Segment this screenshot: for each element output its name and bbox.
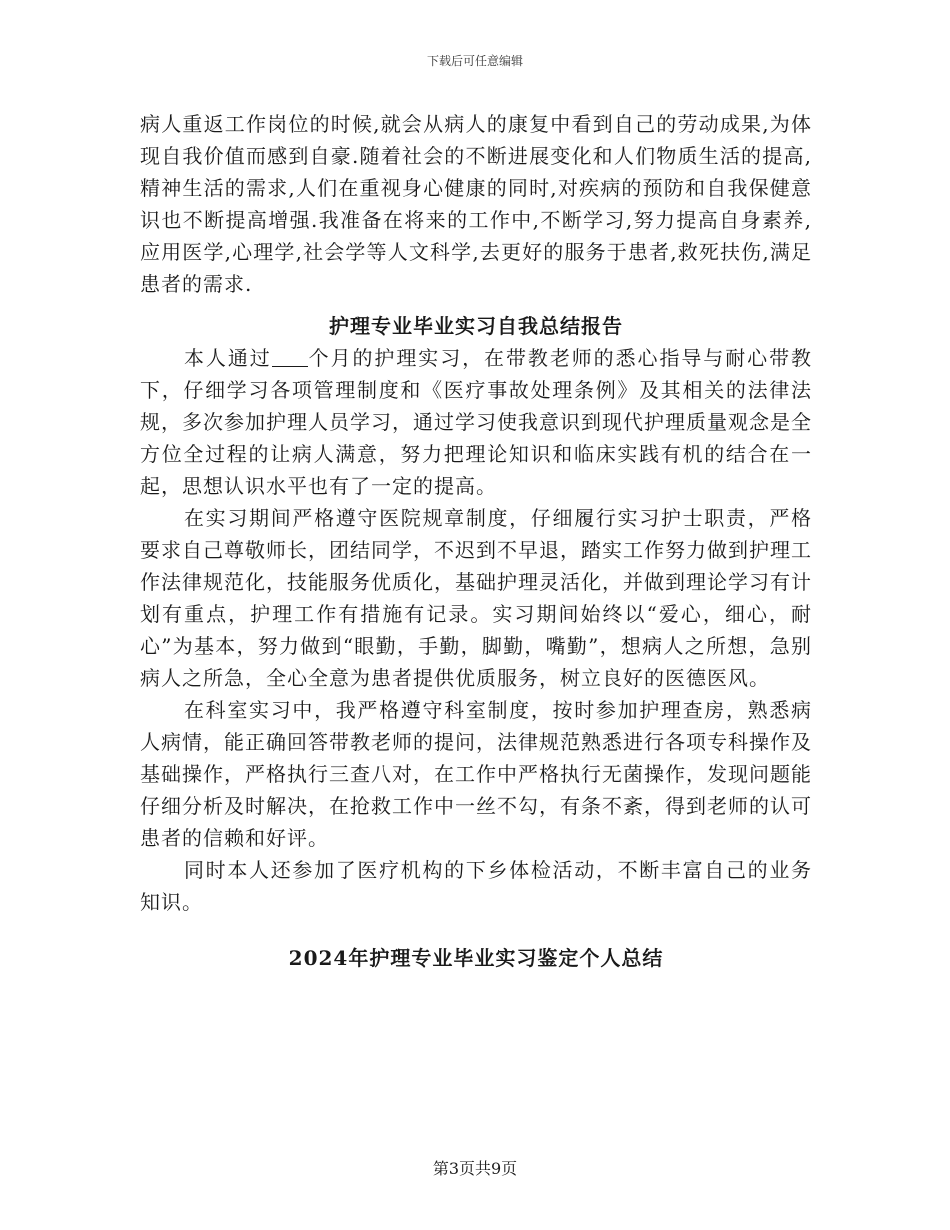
section1-paragraph-4: 同时本人还参加了医疗机构的下乡体检活动，不断丰富自己的业务知识。: [140, 858, 812, 914]
section-title-summary-report: 护理专业毕业实习自我总结报告: [329, 314, 623, 338]
paragraph-text-rest: 个月的护理实习，在带教老师的悉心指导与耐心带教下，仔细学习各项管理制度和《医疗事故处理条例》及其相关的法律法规，多次参加护理人员学习，通过学习使我意识到现代护理质量观念是全方位全过程的让病人满意，努力把理论知识和临床实践有机的结合在一起，思想认识水平也有了一定的提高。: [140, 346, 813, 498]
document-body: [140, 108, 812, 974]
section-title-appraisal: 2024年护理专业毕业实习鉴定个人总结: [288, 946, 664, 970]
section1-paragraph-3: 在科室实习中，我严格遵守科室制度，按时参加护理查房，熟悉病人病情，能正确回答带教老师的提问，法律规范熟悉进行各项专科操作及基础操作，严格执行三查八对，在工作中严格执行无菌操作，发现问题能仔细分析及时解决，在抢救工作中一丝不勾，有条不紊，得到老师的认可患者的信赖和好评。: [140, 698, 812, 850]
paragraph-text-start: 本人通过: [184, 346, 272, 370]
intro-paragraph: 病人重返工作岗位的时候,就会从病人的康复中看到自己的劳动成果,为体现自我价值而感到自豪.随着社会的不断进展变化和人们物质生活的提高,精神生活的需求,人们在重视身心健康的同时,对疾病的预防和自我保健意识也不断提高增强.我准备在将来的工作中,不断学习,努力提高自身素养,应用医学,心理学,社会学等人文科学,去更好的服务于患者,救死扶伤,满足患者的需求.: [140, 112, 812, 296]
fill-in-blank: [272, 346, 308, 367]
page-number: 第3页共9页: [432, 1159, 518, 1178]
section1-paragraph-1: [140, 342, 812, 502]
section1-paragraph-2: 在实习期间严格遵守医院规章制度，仔细履行实习护士职责，严格要求自己尊敬师长，团结同学，不迟到不早退，踏实工作努力做到护理工作法律规范化，技能服务优质化，基础护理灵活化，并做到理论学习有计划有重点，护理工作有措施有记录。实习期间始终以“爱心，细心，耐心”为基本，努力做到“眼勤，手勤，脚勤，嘴勤”，想病人之所想，急别病人之所急，全心全意为患者提供优质服务，树立良好的医德医风。: [140, 506, 812, 690]
page-header-note: 下载后可任意编辑: [426, 54, 523, 68]
